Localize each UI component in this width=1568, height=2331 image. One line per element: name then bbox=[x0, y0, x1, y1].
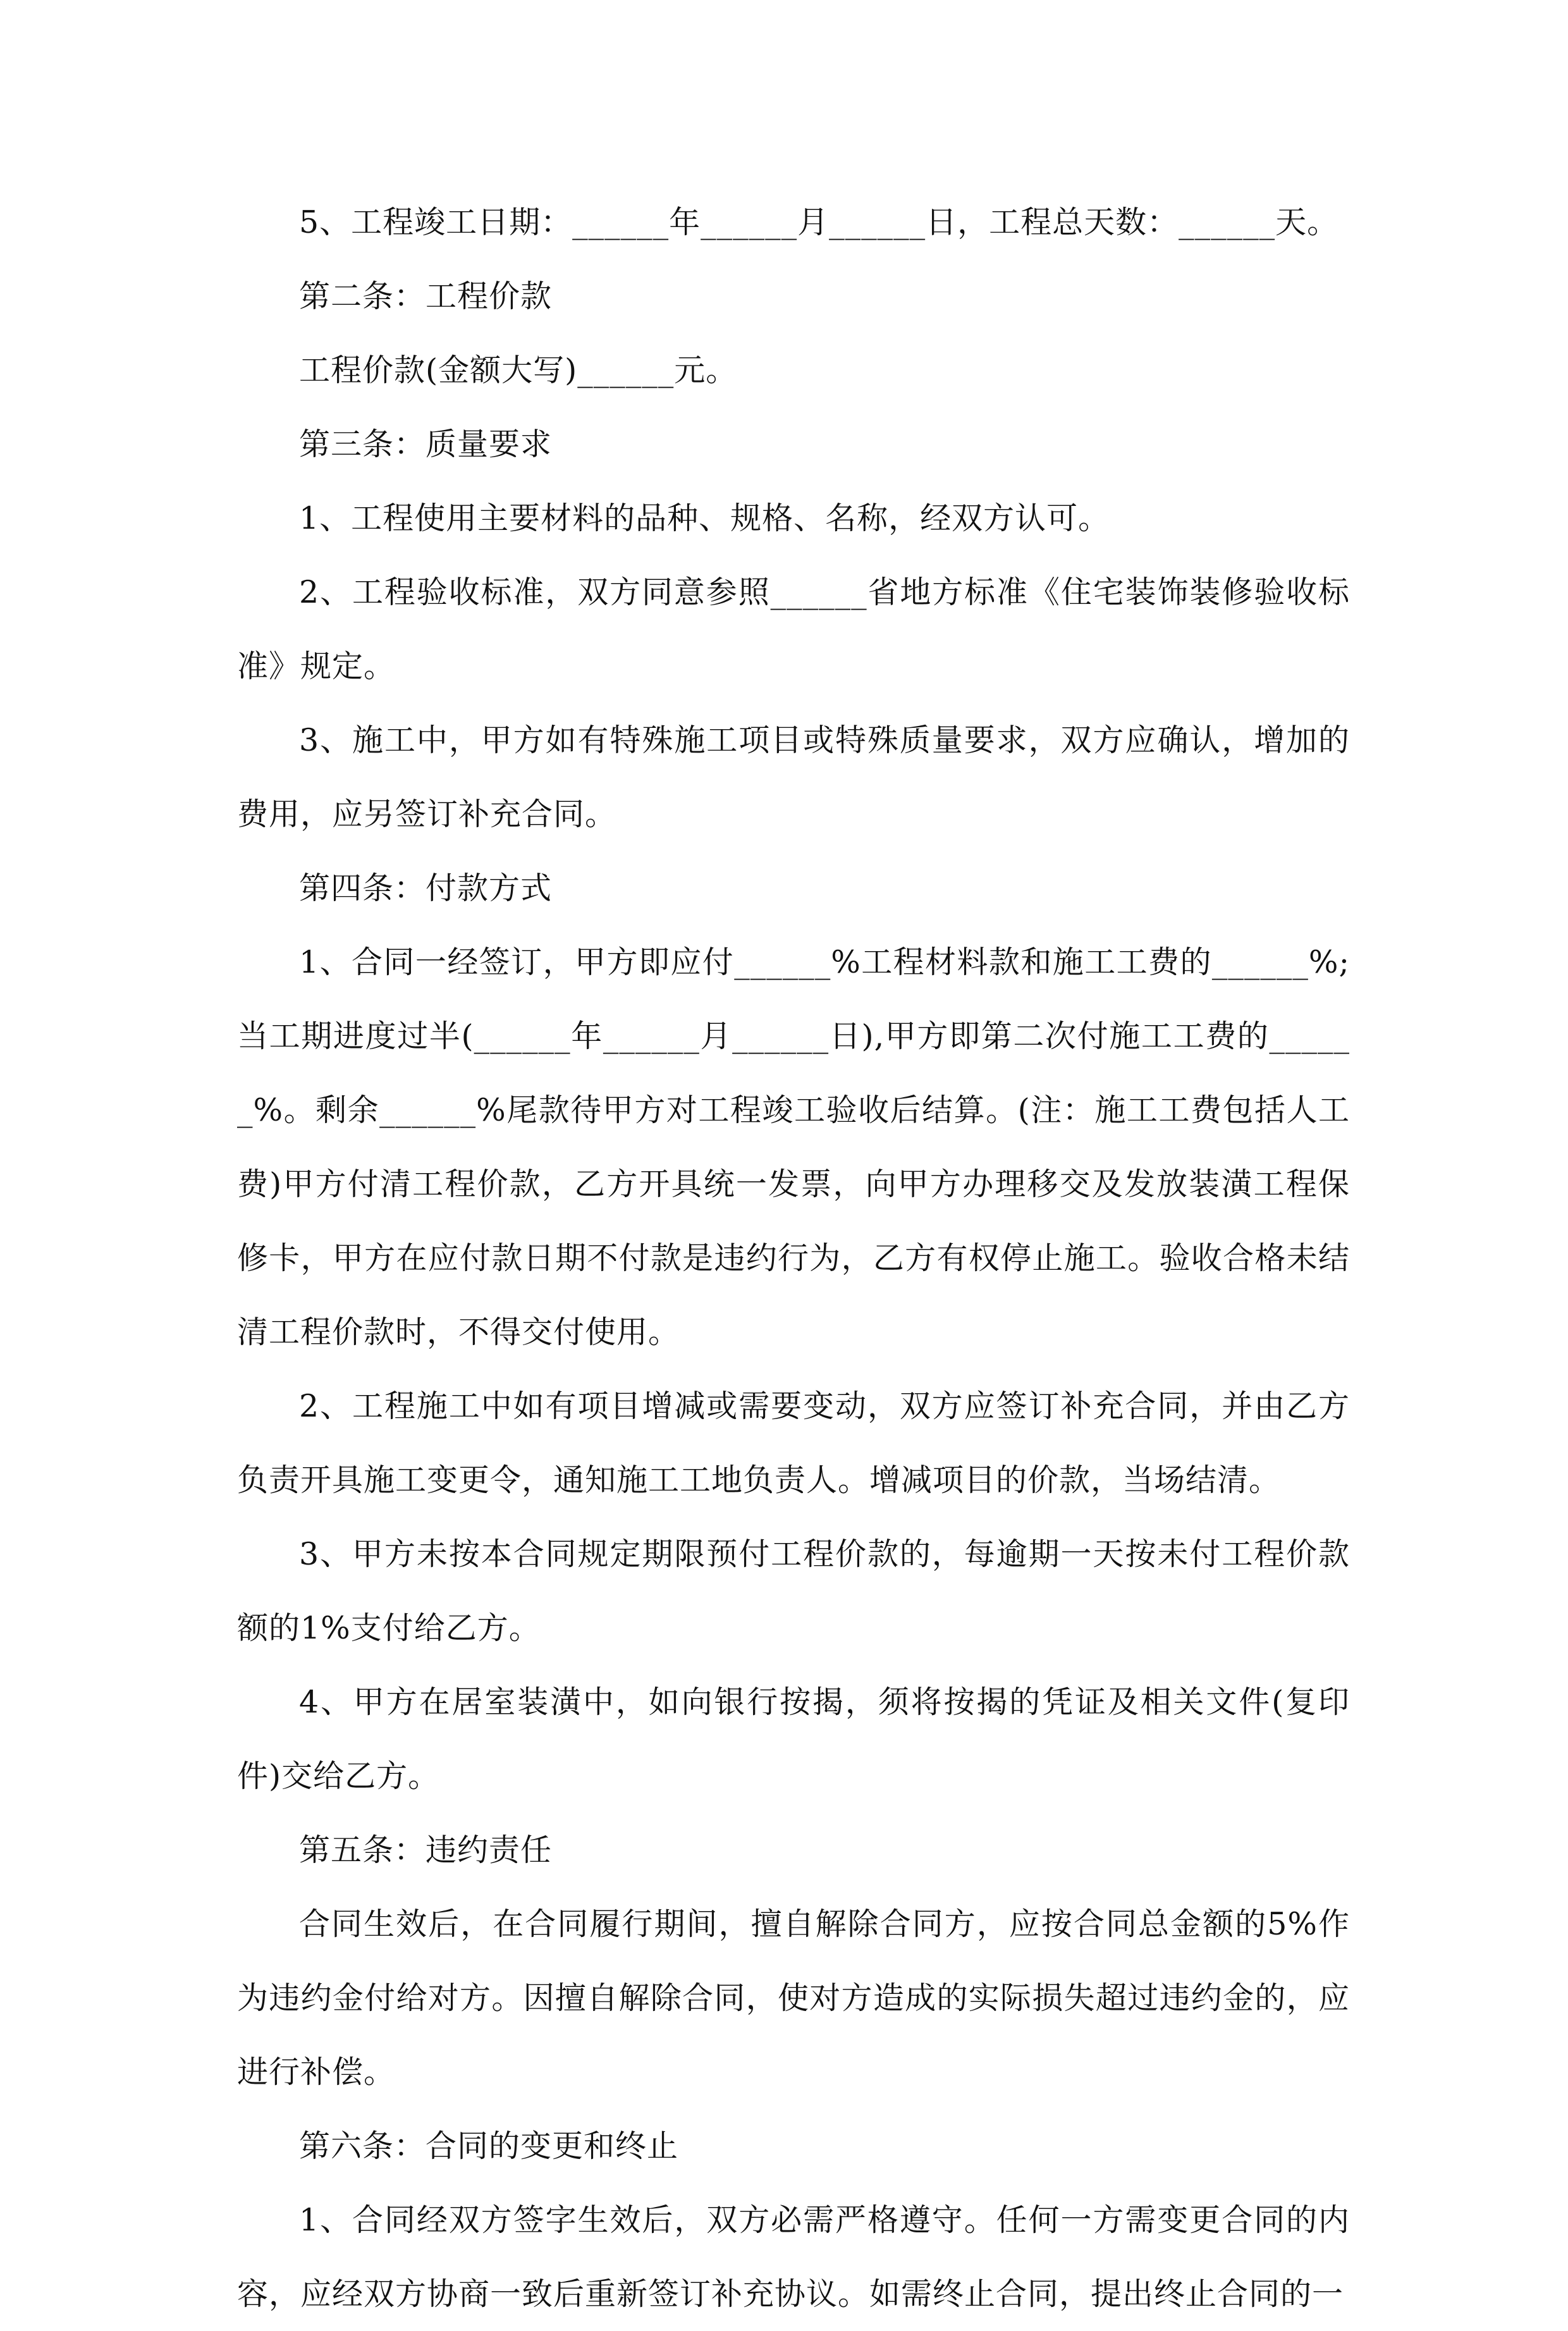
paragraph-quality-2: 2、工程验收标准，双方同意参照______省地方标准《住宅装饰装修验收标准》规定。 bbox=[237, 574, 1350, 684]
paragraph-payment-4: 4、甲方在居室装潢中，如向银行按揭，须将按揭的凭证及相关文件(复印件)交给乙方。 bbox=[237, 1684, 1350, 1794]
paragraph-price-amount: 工程价款(金额大写)______元。 bbox=[299, 352, 738, 388]
paragraph-payment-1: 1、合同一经签订，甲方即应付______%工程材料款和施工工费的______%;当工期进度过半(______年______月______日),甲方即第二次付施工工费的______%。剩余______%尾款待甲方对工程竣工验收后结算。(注：施工工费包括人工费)甲方付清工程价款，乙方开具统一发票，向甲方办理移交及发放装潢工程保修卡，甲方在应付款日期不付款是违约行为，乙方有权停止施工。验收合格未结清工程价款时，不得交付使用。 bbox=[237, 944, 1350, 1350]
paragraph-quality-1: 1、工程使用主要材料的品种、规格、名称，经双方认可。 bbox=[299, 500, 1110, 536]
paragraph-quality-3: 3、施工中，甲方如有特殊施工项目或特殊质量要求，双方应确认，增加的费用，应另签订补充合同。 bbox=[237, 722, 1350, 832]
heading-article-5-liability: 第五条：违约责任 bbox=[299, 1832, 553, 1868]
heading-article-2-price: 第二条：工程价款 bbox=[299, 278, 553, 314]
heading-article-4-payment: 第四条：付款方式 bbox=[299, 870, 553, 906]
paragraph-liability: 合同生效后，在合同履行期间，擅自解除合同方，应按合同总金额的5%作为违约金付给对方。因擅自解除合同，使对方造成的实际损失超过违约金的，应进行补偿。 bbox=[237, 1906, 1350, 2090]
paragraph-payment-3: 3、甲方未按本合同规定期限预付工程价款的，每逾期一天按未付工程价款额的1%支付给乙方。 bbox=[237, 1536, 1350, 1646]
document-body bbox=[237, 185, 1350, 2331]
paragraph-payment-2: 2、工程施工中如有项目增减或需要变动，双方应签订补充合同，并由乙方负责开具施工变更令，通知施工工地负责人。增减项目的价款，当场结清。 bbox=[237, 1388, 1350, 1498]
paragraph-change-1: 1、合同经双方签字生效后，双方必需严格遵守。任何一方需变更合同的内容，应经双方协商一致后重新签订补充协议。如需终止合同，提出终止合同的一 bbox=[237, 2202, 1350, 2312]
heading-article-6-change: 第六条：合同的变更和终止 bbox=[299, 2128, 679, 2164]
paragraph-completion-date: 5、工程竣工日期：______年______月______日，工程总天数：______天。 bbox=[299, 204, 1339, 240]
heading-article-3-quality: 第三条：质量要求 bbox=[299, 426, 553, 462]
